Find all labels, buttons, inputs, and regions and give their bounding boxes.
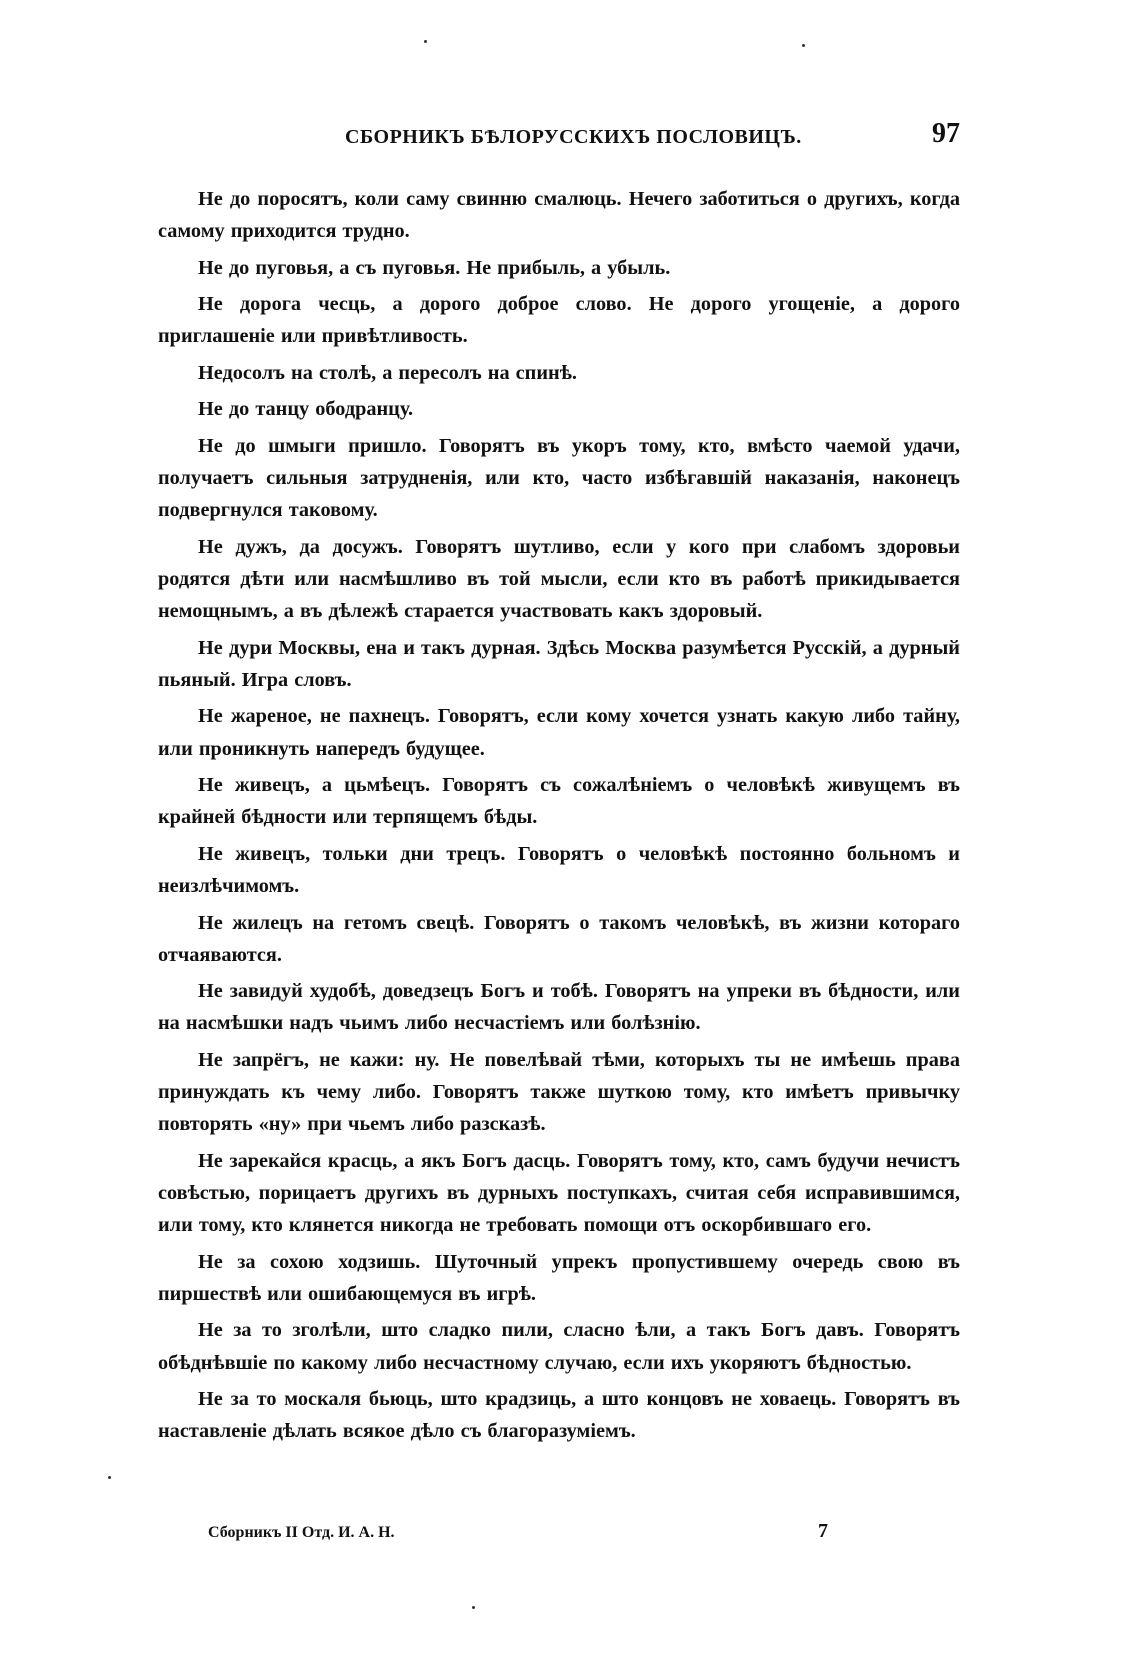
proverb-entry: Не до поросятъ, коли саму свинню смалюць. Нечего заботиться о другихъ, когда самому приходится трудно. bbox=[158, 188, 960, 243]
proverb-entry: Недосолъ на столѣ, а пересолъ на спинѣ. bbox=[198, 361, 577, 384]
proverb-entry: Не за сохою ходзишь. Шуточный упрекъ пропустившему очередь свою въ пиршествѣ или ошибающемуся въ игрѣ. bbox=[158, 1250, 960, 1305]
running-title: СБОРНИКЪ БѢЛОРУССКИХЪ ПОСЛОВИЦЪ. bbox=[345, 126, 802, 148]
proverb-entry: Не завидуй худобѣ, доведзецъ Богъ и тобѣ. Говорятъ на упреки въ бѣдности, или на насмѣшки надъ чьимъ либо несчастіемъ или болѣзнію. bbox=[158, 980, 960, 1035]
proverb-entry: Не жилецъ на гетомъ свецѣ. Говорятъ о такомъ человѣкѣ, въ жизни котораго отчаяваются. bbox=[158, 911, 960, 966]
proverb-entry: Не дури Москвы, ена и такъ дурная. Здѣсь Москва разумѣется Русскій, а дурный пьяный. Игра словъ. bbox=[158, 636, 960, 691]
proverb-entry: Не до шмыги пришло. Говорятъ въ укоръ тому, кто, вмѣсто чаемой удачи, получаетъ сильныя затрудненія, или кто, часто избѣгавшій наказанія, наконецъ подвергнулся таковому. bbox=[158, 434, 960, 522]
proverb-entry: Не живецъ, тольки дни трецъ. Говорятъ о человѣкѣ постоянно больномъ и неизлѣчимомъ. bbox=[158, 842, 960, 898]
proverb-entry: Не жареное, не пахнецъ. Говорятъ, если кому хочется узнать какую либо тайну, или проникнуть напередъ будущее. bbox=[158, 705, 960, 760]
footer-signature: Сборникъ II Отд. И. А. Н. bbox=[208, 1524, 395, 1541]
proverb-list bbox=[158, 183, 960, 1452]
running-header bbox=[160, 118, 960, 158]
proverb-entry: Не до пуговья, а съ пуговья. Не прибыль, а убыль. bbox=[198, 256, 671, 279]
scan-speck bbox=[802, 44, 805, 47]
scan-speck bbox=[108, 1476, 111, 1479]
proverb-entry: Не дужъ, да досужъ. Говорятъ шутливо, если у кого при слабомъ здоровьи родятся дѣти или насмѣшливо въ той мысли, если кто въ работѣ прикидывается немощнымъ, а въ дѣлежѣ старается участвовать какъ здоровый. bbox=[158, 535, 960, 623]
proverb-entry: Не запрёгъ, не кажи: ну. Не повелѣвай тѣми, которыхъ ты не имѣешь права принуждать къ чему либо. Говорятъ также шуткою тому, кто имѣетъ привычку повторять «ну» при чьемъ либо разсказѣ. bbox=[158, 1048, 960, 1136]
proverb-entry: Не зарекайся красць, а якъ Богъ дасць. Говорятъ тому, кто, самъ будучи нечистъ совѣстью, порицаетъ другихъ въ дурныхъ поступкахъ, считая себя исправившимся, или тому, кто клянется никогда не требовать помощи отъ оскорбившаго его. bbox=[158, 1149, 960, 1237]
proverb-entry: Не живецъ, а цьмѣецъ. Говорятъ съ сожалѣніемъ о человѣкѣ живущемъ въ крайней бѣдности или терпящемъ бѣды. bbox=[158, 774, 960, 829]
proverb-entry: Не за то москаля бьюць, што крадзиць, а што концовъ не ховаець. Говорятъ въ наставленіе дѣлать всякое дѣло съ благоразуміемъ. bbox=[158, 1388, 960, 1443]
page-number: 97 bbox=[932, 118, 960, 149]
page-footer bbox=[158, 1520, 960, 1554]
proverb-entry: Не за то зголѣли, што сладко пили, сласно ѣли, а такъ Богъ давъ. Говорятъ обѣднѣвшіе по какому либо несчастному случаю, если ихъ укоряютъ бѣдностью. bbox=[158, 1319, 960, 1374]
proverb-entry: Не дорога чесць, а дорого доброе слово. Не дорого угощеніе, а дорого приглашеніе или привѣтливость. bbox=[158, 293, 960, 348]
scan-speck bbox=[472, 1606, 475, 1609]
sheet-number: 7 bbox=[818, 1520, 828, 1542]
scan-speck bbox=[424, 40, 427, 43]
proverb-entry: Не до танцу ободранцу. bbox=[198, 398, 414, 421]
